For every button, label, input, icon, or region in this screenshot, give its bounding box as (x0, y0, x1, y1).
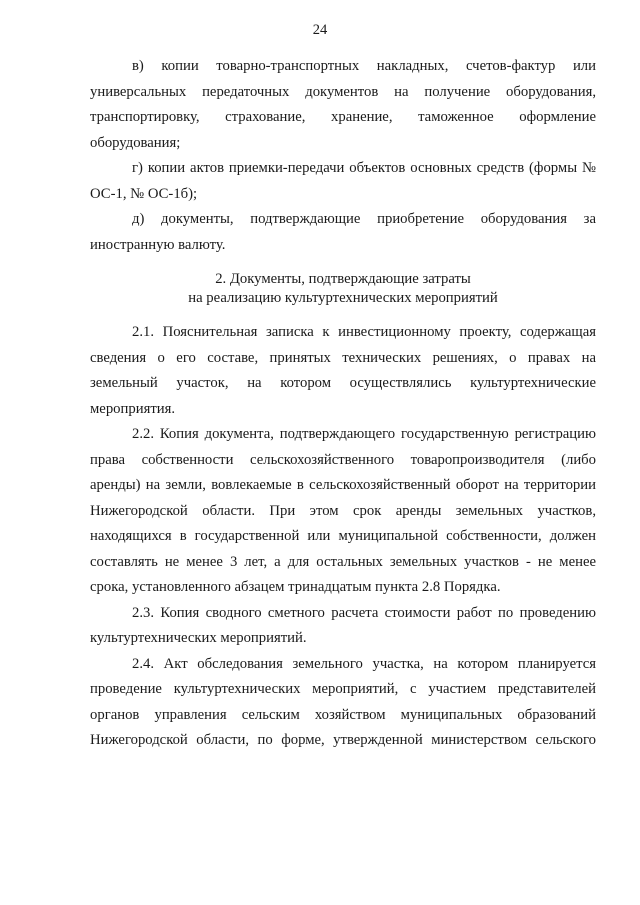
page-number: 24 (312, 22, 328, 38)
section-heading-line-2: на реализацию культуртехнических мероприятий (188, 290, 498, 306)
section-heading-line-1: 2. Документы, подтверждающие затраты (215, 271, 471, 287)
paragraph-2-4: 2.4. Акт обследования земельного участка, на котором планируется проведение культуртехнических мероприятий, с участием представителей органов управления сельским хозяйством муниципальных образований Нижегородской области, по форме, утвержденной министерством сельского (90, 655, 596, 748)
page-content (90, 54, 596, 754)
list-item-v: в) копии товарно-транспортных накладных, счетов-фактур или универсальных передаточных документов на получение оборудования, транспортировку, страхование, хранение, таможенное оформление оборудования; (90, 58, 596, 151)
list-item-g: г) копии актов приемки-передачи объектов основных средств (формы № ОС-1, № ОС-1б); (90, 160, 596, 202)
paragraph-2-1: 2.1. Пояснительная записка к инвестиционному проекту, содержащая сведения о его составе, принятых технических решениях, о правах на земельный участок, на котором осуществлялись культуртехнические мероприятия. (90, 324, 596, 417)
list-item-d: д) документы, подтверждающие приобретение оборудования за иностранную валюту. (90, 211, 596, 253)
paragraph-2-2: 2.2. Копия документа, подтверждающего государственную регистрацию права собственности сельскохозяйственного товаропроизводителя (либо аренды) на земли, вовлекаемые в сельскохозяйственный оборот на территории Нижегородской области. При этом срок аренды земельных участков, находящихся в государственной или муниципальной собственности, должен составлять не менее 3 лет, а для остальных земельных участков - не менее срока, установленного абзацем тринадцатым пункта 2.8 Порядка. (90, 426, 596, 595)
paragraph-2-3: 2.3. Копия сводного сметного расчета стоимости работ по проведению культуртехнических мероприятий. (90, 604, 596, 646)
